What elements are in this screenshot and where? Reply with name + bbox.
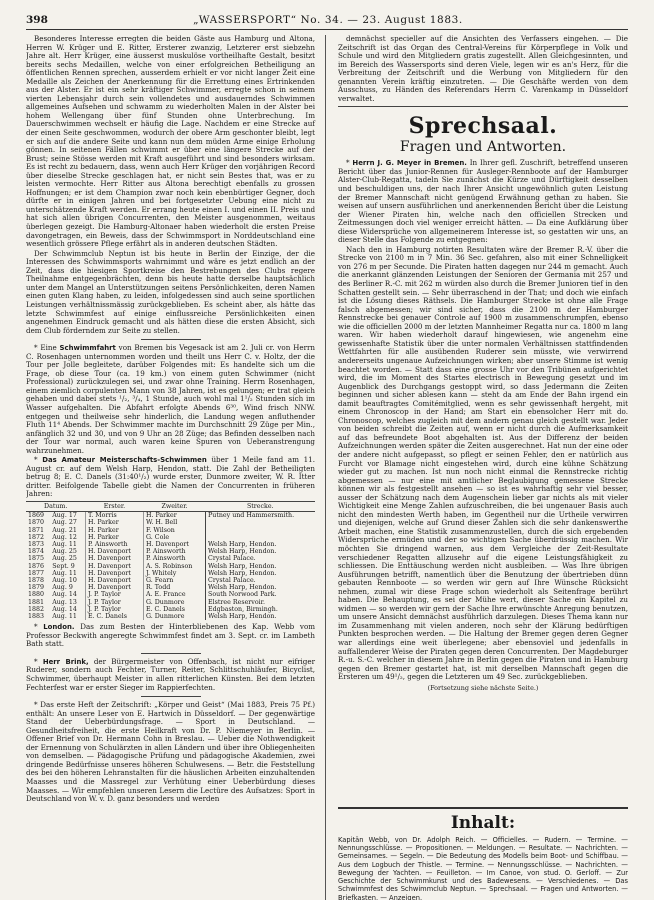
table-cell: Aug. 21 [52,526,77,534]
table-cell: Aug. 27 [52,519,77,527]
table-cell: 1879 [28,584,45,592]
table-header: Zweiter. [143,501,205,511]
table-row [26,512,315,520]
continuation-note: (Fortsetzung siehe nächste Seite.) [427,683,539,692]
journal-title: „WASSERSPORT“ No. 34. — 23. August 1883. [193,14,463,26]
table-row [26,599,315,606]
table-cell: Welsh Harp, Hendon. [206,548,315,555]
table-row [26,584,315,591]
table-cell: Aug. 14 [52,605,77,613]
table-cell: J. Whitely [143,570,205,577]
table-cell: 1869 [28,512,45,520]
table-cell: Edgbaston, Birmingh. [206,606,315,613]
table-cell: Aug. 25 [52,555,77,563]
table-row [26,591,315,598]
table-cell: H. Davenport [85,555,143,562]
article-meyer: * Herrn J. G. Meyer in Bremen. In Ihrer gefl. Zuschrift, betreffend unseren Bericht über das Junior-Rennen für Ausleger-Rennboote auf der Hamburger Alster-Club-Regatta, tadeln Sie zunächst die Kürze und Dürftigkeit desselben und beschuldigen uns, der nach Ihrer Ansicht ungewöhnlich guten Leistung der Bremer Mannschaft nicht genügend Erwähnung gethan zu haben. Sie weisen auf unsern ausführlichen und anerkennenden Bericht über die Leistung der Wiener Piraten hin, welche nach den officiellen Strecken und Zeitmessungen doch viel weniger erreicht hätten. — Da eine Aufklärung über diese Widersprüche von allgemeinerem Interesse ist, so gestatten wir uns, an dieser Stelle das Folgende zu entgegnen: [338,158,628,245]
table-cell: Elstree Reservoir. [206,599,315,606]
table-cell: Welsh Harp, Hendon. [206,541,315,548]
table-cell: E. C. Danels [143,606,205,613]
table-cell: 1876 [28,562,45,570]
table-cell: Aug. 10 [52,577,77,585]
table-cell: A. E. France [143,591,205,598]
table-cell: T. Morris [85,512,143,520]
table-cell: Crystal Palace. [206,555,315,562]
article-paragraph: Nach den in Hamburg notirten Resultaten wäre der Bremer R.-V. über die Strecke von 2100 m in 7 Min. 36 Sec. gefahren, also mit einer Schnelligkeit von 276 m per Secunde. Die Piraten hatten dagegen nur 244 m gemacht. Auch die anerkannt glänzenden Leistungen der Senioren der Germania mit 257 und des Berliner R.-C. mit 262 m würden also durch die Bremer Junioren tief in den Schatten gestellt sein. — Sehr überraschend in der That; und doch wie einfach ist die Lösung dieses Räthsels. Die Hamburger Strecke ist ohne alle Frage falsch abgemessen; wir sind sicher, dass die 2100 m der Hamburger Rennstrecke bei genauer Controle auf 1900 m zusammenschrumpfen, ebenso wie die officiellen 2000 m der letzten Mannheimer Regatta nur ca. 1800 m lang waren. Wir haben wiederholt darauf hingewiesen, wie angenehm eine gewissenhafte Statistik über die unter normalen Verhältnissen stattfindenden Wettfahrten für alle ausübenden Ruderer sein müsste, wie verwirrend andererseits ungenaue Aufzeichnungen wirken; aber unsere Stimme ist wenig beachtet worden. — Statt dass eine grosse Uhr vor den Tribünen aufgerichtet wird, die im Moment des Startes electrisch in Bewegung gesetzt und im Augenblick des Durchgangs gestoppt wird, so dass Jedermann die Zeiten beginnen und sicher ablesen kann — steht da am Ende der Bahn irgend ein damit beauftragtes Comitémitglied, wenn es sehr gewissenhaft hergeht, mit einem Chronoscop in der Hand; am Start ein ebensolcher Herr mit do. Chronoscop, welches zugleich mit dem andern genau gleich gestellt war. Jeder von beiden schreibt die Zeiten auf, wenn er nicht durch die Aufmerksamkeit auf das befreundete Boot abgehalten ist. Aus der Differenz der beiden Aufzeichnungen werden später die Zeiten ausgerechnet. Hat nun der eine oder der andere nicht aufgepasst, so pflegt er seinen Fehler, den er natürlich aus Furcht vor Blamage nicht eingestehen wird, durch eine kühne Schätzung wieder gut zu machen. Ist nun noch nicht einmal die Rennstrecke richtig abgemessen — nur eine mit amtlicher Beglaubigung gemessene Strecke können wir als festgestellt ansehen — so ist es wahrhaftig sehr viel besser, ausser der Schätzung nach dem Augenschein lieber gar nichts als mit vieler Wichtigkeit eine Menge Zahlen aufzuschreiben, die bei ungenauer Basis auch nicht den mindesten Werth haben, im Gegentheil nur die Urtheile verwirren und diejenigen, welche auf Grund dieser Zahlen sich die sehr dankenswerthe Arbeit machen, eine Statistik zusammenzustellen, durch die sich ergebenden Widersprüche ermüden und der so wichtigen Sache überdrüssig machen. Wir möchten Sie dringend warnen, aus dem Vergleiche der Zeit-Resultate verschiedener Regatten allzusehr auf die eigene Leistungsfähigkeit zu schliessen. Die Enttäuschung werden nicht ausbleiben. — Was Ihre übrigen Ausführungen betrifft, namentlich über die Benutzung der übertrieben dünn gebauten Rennboote — so werden wir gern auf Ihre Wünsche Rücksicht nehmen, zumal wir diese Frage schon wiederholt als Seitenfrage berührt haben. Die Behauptung, es sei der Mühe wert, dieser Sache ein Kapitel zu widmen — so werden wir gern der Sache Ihre erwünschte Anregung benutzen, um unsere Ansicht demnächst ausführlich darzulegen. Dieses Thema kann nur im Zusammenhang mit vielen anderen, noch sehr der Klärung bedürftigen Punkten besprochen werden. — Die Haltung der Bremer gegen deren Gegner war allerdings eine weit überlegene; aber ebensoviel und jedenfalls in auffallenderer Weise der Piraten gegen deren Concurrenten. Der Magdeburger R.-u. S.-C. welcher in diesem Jahre in Berlin gegen die Piraten und in Hamburg gegen den Bremer gestartet hat, ist mit derselben Mannschaft gegen die Ersteren um 49¹/₂, gegen die Letzteren um 49 Sec. zurückgeblieben. [338,245,628,682]
table-cell: South Norwood Park. [206,591,315,598]
table-cell: Aug. 12 [52,533,77,541]
table-cell: 1881 [28,598,45,606]
table-cell: R. Todd [143,584,205,591]
table-cell: 1877 [28,569,45,577]
lead-meyer: Herrn J. G. Meyer in Bremen. [352,159,467,168]
divider [141,696,201,697]
table-cell: 1875 [28,555,45,563]
table-cell: Welsh Harp, Hendon. [206,570,315,577]
table-cell: Putney und Hammersmith. [206,512,315,541]
table-cell: Aug. 13 [52,598,77,606]
contents-text: Kapitän Webb, von Dr. Adolph Reich. — Officielles. — Rudern. — Termine. — Nennungsschlüsse. — Propositionen. — Meldungen. — Resultate. — Nachrichten. — Gemeinsames. — Segeln. — Die Bedeutung des Modells beim Boot- und Schiffbau. — Aus dem Logbuch der Thistle. — Termine. — Nennungsschlüsse. — Nachrichten. — Bewegung der Yachten. — Feuilleton. — Im Canoe, von stud. O. Gerloff. — Zur Geschichte der Schwimmkunst und des Badewesens. — Verschiedenes. — Das Schwimmfest des Schwimmclub Neptun. — Sprechsaal. — Fragen und Antworten. — Briefkasten. — Anzeigen. [338,835,628,900]
table-cell: 1872 [28,533,45,541]
table-header: Strecke. [206,501,315,511]
table-cell: A. S. Robinson [143,563,205,570]
table-cell: F. Wilson [143,527,205,534]
table-cell: Aug. 11 [52,541,77,548]
table-cell: Aug. 14 [52,591,77,599]
table-cell: J. P. Taylor [85,591,143,598]
championship-table [26,501,315,620]
table-cell: H. Davenport [85,577,143,584]
article-london: * London. Das zum Besten der Hinterbliebenen des Kap. Webb vom Professor Beckwith angeregte Schwimmfest findet am 3. Sept. cr. im Lambeth Bath statt. [26,622,316,649]
table-cell: H. Davenport [85,563,143,570]
table-cell: G. Dunmore [143,599,205,606]
table-cell: Welsh Harp, Hendon. [206,613,315,620]
table-cell: H. Davenport [85,570,143,577]
table-cell: G. Fearn [143,577,205,584]
table-row [26,548,315,555]
table-cell: J. P. Taylor [85,606,143,613]
article-meisterschaft: * Das Amateur Meisterschafts-Schwimmen über 1 Meile fand am 11. August cr. auf dem Welsh Harp, Hendon, statt. Die Zahl der Betheiligten betrug 8; E. C. Danels (31:40¹/₂) wurde erster, Dunmore zweiter, W. R. Itter dritter. Beifolgende Tabelle giebt die Namen der Concurrenten in früheren Jahren: [26,455,316,499]
table-cell: Aug. 11 [52,613,77,621]
table-cell: Aug. 9 [52,584,73,592]
right-column [338,35,628,900]
table-cell: 1883 [28,613,45,621]
table-cell: 1880 [28,591,45,599]
table-cell: Sept. 9 [52,562,75,570]
table-row [26,555,315,562]
table-row [26,577,315,584]
table-cell: P. Ainsworth [143,555,205,562]
table-cell: Aug. 11 [52,569,77,577]
table-cell: G. Dunmore [143,613,205,620]
lead-london: London. [43,623,75,632]
table-cell: 1873 [28,541,45,548]
table-cell: H. Davenport [143,541,205,548]
contents-title: Inhalt: [450,812,516,833]
table-cell: Welsh Harp, Hendon. [206,584,315,591]
table-cell: 1882 [28,605,45,613]
lead-meisterschaft: Das Amateur Meisterschafts-Schwimmen [42,456,207,465]
table-cell: G. Cole [143,534,205,541]
table-cell: E. C. Danels [85,613,143,620]
table-header: Datum. [26,501,85,511]
table-cell: Crystal Palace. [206,577,315,584]
table-cell: J. P. Taylor [85,599,143,606]
lead-schwimmfahrt: Schwimmfahrt [59,344,116,353]
lead-brink: Herr Brink, [42,657,89,666]
left-column [26,35,326,900]
table-cell: H. Parker [85,534,143,541]
table-cell: H. Davenport [85,548,143,555]
article-continuation: demnächst specieller auf die Ansichten des Verfassers eingehen. — Die Zeitschrift ist das Organ des Central-Vereins für Körperpflege in Volk und Schule und wird den Mitgliedern gratis zugestellt. Allen Gleichgesinnten, und im Bereich des Wassersports sind deren Viele, legen wir es an's Herz, für die Verbreitung der Zeitschrift und die Werbung von Mitgliedern für den genannten Verein kräftig einzutreten. — Die Geschäfte werden von dem Ausschuss, zu Händen des Referendars Herrn C. Varenkamp in Düsseldorf verwaltet. [338,35,628,103]
table-cell: 1870 [28,519,45,527]
table-cell: H. Parker [143,512,205,520]
table-cell: H. Parker [85,527,143,534]
table-cell: Welsh Harp, Hendon. [206,563,315,570]
table-cell: 1874 [28,548,45,556]
article-koerper-und-geist: * Das erste Heft der Zeitschrift: „Körper und Geist“ (Mai 1883, Preis 75 Pf.) enthält: An unsere Leser von E. Hartwich in Düsseldorf. — Der gegenwärtige Stand der Ueberbürdungsfrage. — Sport in Deutschland. — Gesundheitsfreiheit, die erste Heilkraft von Dr. P. Niemeyer in Berlin. — Offener Brief von Dr. Hermann Cohn in Breslau. — Ueber die Nothwendigkeit der Ernennung von Schulärzten in allen Ländern und über ihre Obliegenheiten von demselben. — Pädagogische Prüfung und pädagogische Akademien, zwei dringende Bedürfnisse unseres höheren Schulwesens. — Betr. die Feststellung des bei den höheren Lehranstalten für die häuslichen Arbeiten einzuhaltenden Maasses und die Massregel zur Verhütung einer Ueberbürdung dieses Maasses. — Wir empfehlen unseren Lesern die Lectüre des Aufsatzes: Sport in Deutschland von W. v. D. ganz besonders und werden [26,700,316,804]
table-cell: Aug. 25 [52,548,77,556]
table-cell: H. Parker [85,519,143,526]
table-cell: Aug. 17 [52,512,77,520]
section-title-sprechsaal: Sprechsaal. [408,113,558,140]
table-row [26,563,315,570]
page-header [26,14,628,30]
table-row [26,606,315,613]
table-row [26,613,315,620]
table-cell: 1878 [28,577,45,585]
table-cell: W. H. Bell [143,519,205,526]
article-paragraph: Der Schwimmclub Neptun ist bis heute in Berlin der Einzige, der die Interessen des Schwimmsports wahrnimmt und wäre es jetzt endlich an der Zeit, dass die hiesigen Sportkreise den Bestrebungen des Clubs regere Theilnahme entgegenbrächten, denn bis heute hatte derselbe hauptsächlich unter dem Mangel an Unterstützungen seitens Persönlichkeiten, deren Namen einen guten Klang haben, zu leiden, infolgedessen sind auch seine sportlichen Leistungen verhältnissmässig zurückgeblieben. Es scheint aber, als hätte das letzte Schwimmfest auf einige einflussreiche Persönlichkeiten einen angenehmen Eindruck gemacht und als hätten diese die ersten Absicht, sich dem Club förderndem zur Seite zu stellen. [26,248,316,335]
table-header: Erster. [85,501,143,511]
table-cell: P. Ainsworth [143,548,205,555]
table-row [26,541,315,548]
page-number: 398 [26,14,48,26]
table-cell: P. Ainsworth [85,541,143,548]
table-cell: 1871 [28,526,45,534]
divider [338,106,628,107]
table-of-contents [338,807,628,900]
divider [141,653,201,654]
divider [141,339,201,340]
table-row [26,570,315,577]
article-schwimmfahrt: * Eine Schwimmfahrt von Bremen bis Vegesack ist am 2. Juli cr. von Herrn C. Rosenhagen unternommen worden und theilt uns Herr C. v. Holtz, der die Tour per Jolle begleitete, darüber Folgendes mit: Es handelte sich um die Frage, ob diese Tour (ca. 19 km.) von einem guten Schwimmer (nicht Professional) zurückzulegen sei, und zwar ohne Training. Herrn Rosenhagen, einem ziemlich corpulenten Mann von 38 Jahren, ist es gelungen; er trat gleich gehaben und dabei stets ¹/₂, ³/₄, 1 Stunde, auch wohl mal 1¹/₂ Stunden sich im Wasser aufgehalten. Die Abfahrt erfolgte Abends 6³⁰, Wind frisch NNW. entgegen und theilweise sehr hinderlich, die Landung wegen anfluthender Fluth 11⁴ Abends. Der Schwimmer machte im Durchschnitt 29 Züge per Min., anfänglich 32 und 30, und von 9 Uhr an 28 Züge; das Befinden desselben nach der Tour war normal, auch waren keine Spuren von Ueberanstrengung wahrzunehmen. [26,343,316,455]
table-cell: H. Davenport [85,584,143,591]
article-paragraph: Besonderes Interesse erregten die beiden Gäste aus Hamburg und Altona, Herren W. Krüger und E. Ritter, Ersterer zwanzig, Letzterer erst siebzehn Jahre alt. Herr Krüger, eine äusserst muskulöse vortheilhafte Gestalt, besitzt bereits sechs Medaillen, welche von einer erfolgreichen Betheiligung an öffentlichen Rennen sprechen, ausserdem erhielt er vor nicht langer Zeit eine Medaille als Zeichen der Anerkennung für die Errettung eines Ertrinkenden aus der Alster. Er ist ein sehr kräftiger Schwimmer, erregte schon in seinem vierten Lebensjahr durch sein vollendetes und ausdauerndes Schwimmen allgemeines Aufsehen und schwamm zu wiederholten Malen in der Alster bei hohem Wellengang über fünf Stunden ohne Unterbrechung. Im Dauerschwimmen wechselt er häufig die Lage. Nachdem er eine Strecke auf der einen Seite geschwommen, wodurch der obere Arm geschonter bleibt, legt er sich auf die andere Seite und kann nun dem müden Arme einige Erholung gönnen. In seitenen Fällen schwimmt er über eine längere Strecke auf der Brust; seine Stösse werden mit Kraft ausgeführt und sind besonders wirksam. Es ist recht zu bedauern, dass, wenn auch Herr Krüger den vorjährigen Record über dieselbe Strecke geschlagen hat, er nicht sein Bestes that, was er zu leisten vermochte. Herr Ritter aus Altona berechtigt ebenfalls zu grossen Hoffnungen; er ist dem Champion zwar noch kein ebenbürtiger Gegner, doch dürfte er in einigen Jahren und bei fortgesetzter Uebung eine nicht zu unterschätzende Kraft werden. Er errang heute einen I. und einen II. Preis und hat sich allen übrigen Concurrenten, den Meister ausgenommen, weitaus überlegen gezeigt. Die Hamburg-Altonaer haben wiederholt die ersten Preise davongetragen, ein Beweis, dass der Schwimmsport in Norddeutschland eine wesentlich grössere Pflege erfährt als in anderen deutschen Städten. [26,35,316,249]
article-brink: * Herr Brink, der Bürgermeister von Offenbach, ist nicht nur eifriger Ruderer, sondern auch Fechter, Turner, Reiter, Schlittschuhläufer, Bicyclist, Schwimmer, überhaupt Meister in allen ritterlichen Künsten. Bei dem letzten Fechterfest war er erster Sieger im Rappierfechten. [26,656,316,692]
section-subtitle: Fragen und Antworten. [399,139,567,156]
